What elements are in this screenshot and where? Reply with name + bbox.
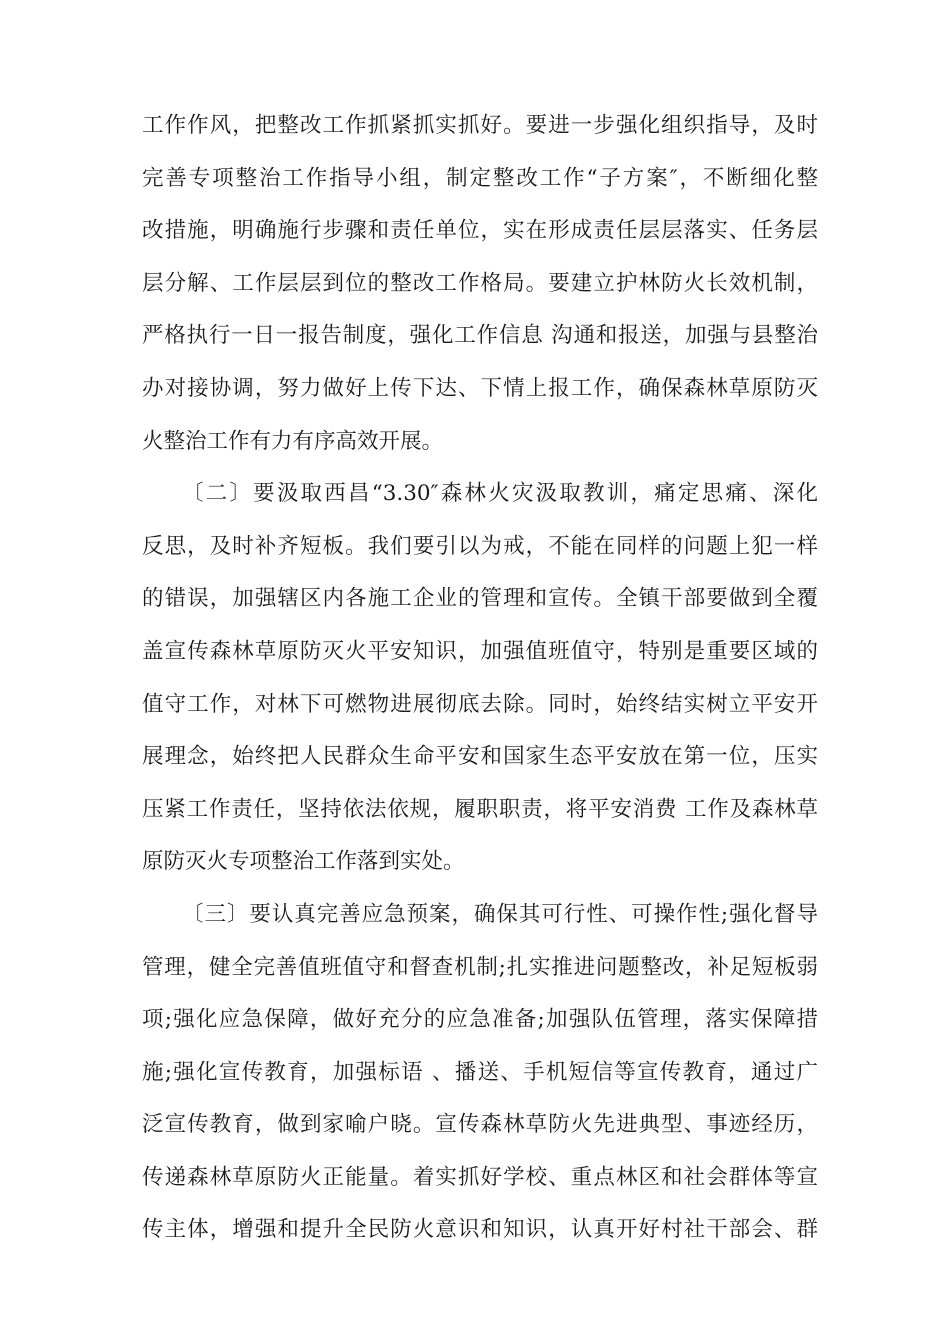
body-text (142, 100, 818, 1257)
text-line: 工作作风，把整改工作抓紧抓实抓好。要进一步强化组织指导，及时 (142, 113, 818, 138)
text-line: 〔二〕要汲取西昌“3.30″森林火灾汲取教训，痛定思痛、深化 (182, 481, 818, 507)
text-line: 〔三〕要认真完善应急预案，确保其可行性、可操作性;强化督导 (182, 901, 818, 927)
text-line: 管理，健全完善值班值守和督查机制;扎实推进问题整改，补足短板弱 (142, 954, 818, 980)
text-line: 反思，及时补齐短板。我们要引以为戒，不能在同样的问题上犯一样 (142, 533, 818, 559)
text-line: 严格执行一日一报告制度，强化工作信息 沟通和报送，加强与县整治 (142, 323, 818, 349)
paragraph-2 (142, 468, 818, 889)
text-line: 办对接协调，努力做好上传下达、下情上报工作，确保森林草原防灭 (142, 375, 818, 401)
paragraph-3 (142, 889, 818, 1257)
text-line: 值守工作，对林下可燃物进展彻底去除。同时，始终结实树立平安开 (142, 691, 818, 717)
text-line: 完善专项整治工作指导小组，制定整改工作“子方案″，不断细化整 (142, 165, 818, 191)
text-line: 泛宣传教育，做到家喻户晓。宣传森林草防火先进典型、事迹经历， (142, 1112, 818, 1138)
text-line: 传递森林草原防火正能量。着实抓好学校、重点林区和社会群体等宣 (142, 1164, 818, 1190)
text-line: 施;强化宣传教育，加强标语 、播送、手机短信等宣传教育，通过广 (142, 1059, 818, 1085)
text-line: 火整治工作有力有序高效开展。 (142, 428, 444, 454)
text-line: 原防灭火专项整治工作落到实处。 (142, 849, 465, 875)
text-line: 盖宣传森林草原防灭火平安知识，加强值班值守，特别是重要区域的 (142, 638, 818, 664)
text-line: 压紧工作责任，坚持依法依规，履职职责，将平安消费 工作及森林草 (142, 796, 818, 822)
text-line: 项;强化应急保障，做好充分的应急准备;加强队伍管理，落实保障措 (142, 1007, 818, 1033)
text-line: 层分解、工作层层到位的整改工作格局。要建立护林防火长效机制， (142, 270, 818, 296)
text-line: 的错误，加强辖区内各施工企业的管理和宣传。全镇干部要做到全覆 (142, 586, 818, 612)
text-line: 改措施，明确施行步骤和责任单位，实在形成责任层层落实、任务层 (142, 218, 818, 244)
text-line: 展理念，始终把人民群众生命平安和国家生态平安放在第一位，压实 (142, 744, 818, 770)
paragraph-1 (142, 100, 818, 468)
text-line: 传主体，增强和提升全民防火意识和知识，认真开好村社干部会、群 (142, 1217, 818, 1243)
